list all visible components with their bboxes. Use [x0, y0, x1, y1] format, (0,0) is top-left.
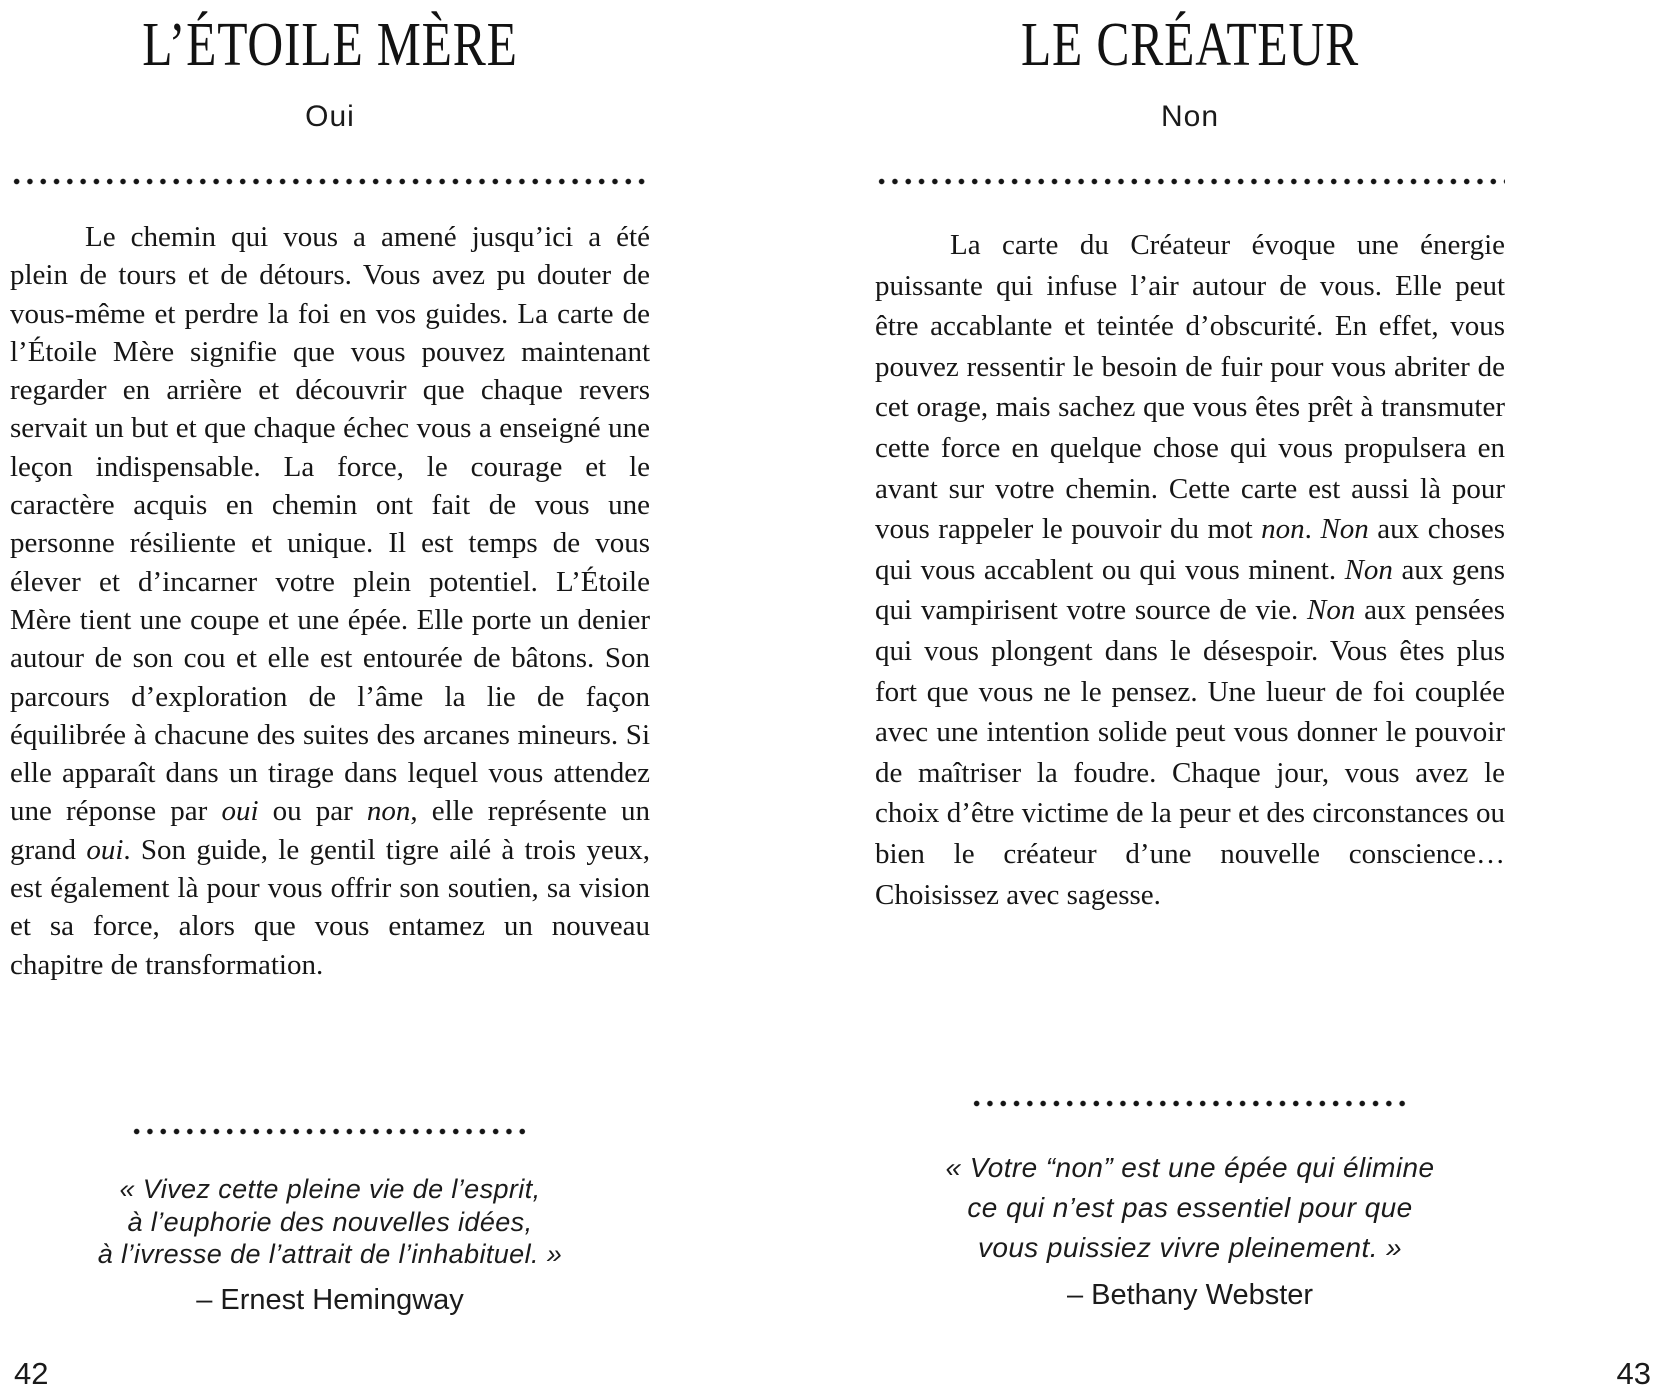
page-title: L’ÉTOILE MÈRE	[142, 11, 518, 79]
quote-line: ce qui n’est pas essentiel pour que	[967, 1192, 1413, 1223]
quote-line: « Vivez cette pleine vie de l’esprit,	[119, 1174, 541, 1204]
page-right	[835, 0, 1669, 1400]
quote-line: à l’euphorie des nouvelles idées,	[127, 1206, 533, 1237]
quote	[875, 1148, 1505, 1268]
quote-attribution: – Ernest Hemingway	[196, 1283, 464, 1316]
quote-line: « Votre “non” est une épée qui élimine	[945, 1152, 1435, 1183]
dotted-separator	[875, 178, 1505, 185]
page-subtitle: Oui	[305, 100, 355, 133]
quote-section	[10, 1128, 650, 1317]
page-number: 42	[14, 1356, 49, 1391]
body-text: La carte du Créateur évoque une énergie puissante qui infuse l’air autour de vous. Elle peut être accablante et teintée d’obscurité. En effet, vous pouvez ressentir le besoin de fuir pour vous abriter de cet orage, mais sachez que vous êtes prêt à transmuter cette force en quelque chose qui vous propulsera en avant sur votre chemin. Cette carte est aussi là pour vous rappeler le pouvoir du mot non. Non aux choses qui vous accablent ou qui vous minent. Non aux gens qui vampirisent votre source de vie. Non aux pensées qui vous plongent dans le désespoir. Vous êtes plus fort que vous ne le pensez. Une lueur de foi couplée avec une intention solide peut vous donner le pouvoir de maîtriser la foudre. Chaque jour, vous avez le choix d’être victime de la peur et des circonstances ou bien le créateur d’une nouvelle conscience… Choisissez avec sagesse.	[875, 229, 1506, 911]
dotted-separator-short	[130, 1128, 530, 1135]
quote	[10, 1173, 650, 1271]
page-number: 43	[1616, 1356, 1651, 1391]
page-title: LE CRÉATEUR	[1020, 11, 1360, 79]
quote-line: à l’ivresse de l’attrait de l’inhabituel. »	[97, 1239, 563, 1269]
dotted-separator	[10, 178, 650, 185]
quote-line: vous puissiez vivre pleinement. »	[977, 1232, 1403, 1263]
quote-attribution: – Bethany Webster	[1066, 1279, 1314, 1311]
dotted-separator-short	[970, 1100, 1410, 1107]
page-subtitle: Non	[1160, 100, 1220, 133]
body-text: Le chemin qui vous a amené jusqu’ici a été plein de tours et de détours. Vous avez pu douter de vous-même et perdre la foi en vos guides. La carte de l’Étoile Mère signifie que vous pouvez maintenant regarder en arrière et découvrir que chaque revers servait un but et que chaque échec vous a enseigné une leçon indispensable. La force, le courage et le caractère acquis en chemin ont fait de vous une personne résiliente et unique. Il est temps de vous élever et d’incarner votre plein potentiel. L’Étoile Mère tient une coupe et une épée. Elle porte un denier autour de son cou et elle est entourée de bâtons. Son parcours d’exploration de l’âme la lie de façon équilibrée à chacune des suites des arcanes mineurs. Si elle apparaît dans un tirage dans lequel vous attendez une réponse par oui ou par non, elle représente un grand oui. Son guide, le gentil tigre ailé à trois yeux, est également là pour vous offrir son soutien, sa vision et sa force, alors que vous entamez un nouveau chapitre de transformation.	[10, 221, 650, 981]
quote-section	[875, 1100, 1505, 1312]
